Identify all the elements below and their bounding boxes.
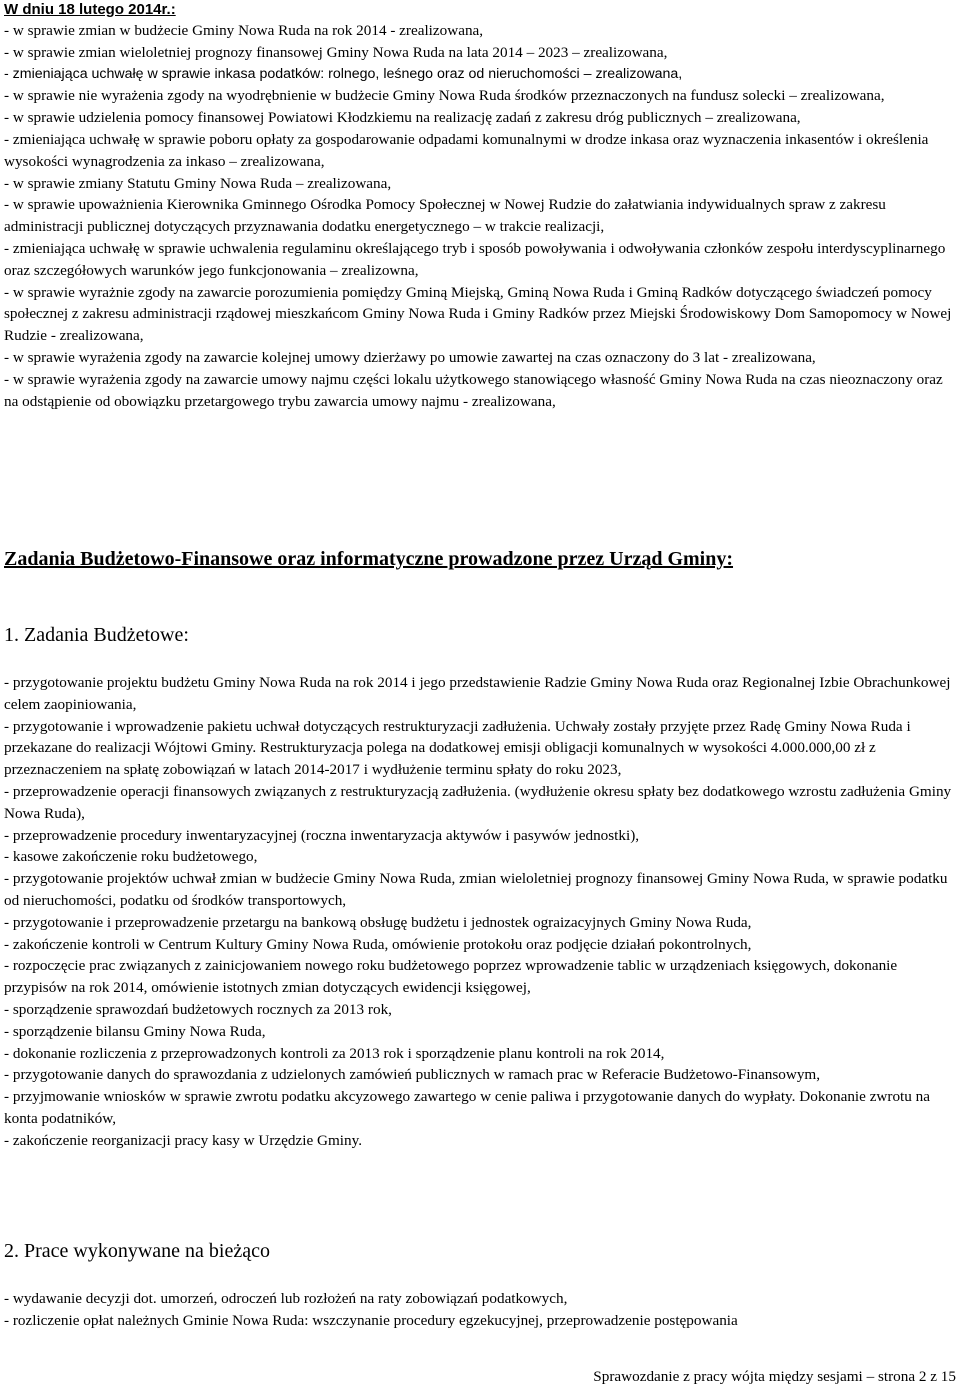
budget-tasks-list [4,672,956,1152]
page-footer: Sprawozdanie z pracy wójta między sesjami – strona 2 z 15 [593,1368,956,1385]
resolution-item: - w sprawie udzielenia pomocy finansowej Powiatowi Kłodzkiemu na realizację zadań z zakresu dróg publicznych – zrealizowana, [4,109,801,127]
ongoing-work-list [4,1288,956,1332]
resolution-item: - zmieniająca uchwałę w sprawie poboru opłaty za gospodarowanie odpadami komunalnymi w drodze inkasa oraz wyznaczenia inkasentów i określenia wysokości wynagrodzenia za inkaso – zrealizowana, [4,130,929,170]
resolution-item: - zmieniająca uchwałę w sprawie inkasa podatków: rolnego, leśnego oraz od nieruchomości – zrealizowana, [4,65,683,82]
budget-task-item: - przeprowadzenie operacji finansowych związanych z restrukturyzacją zadłużenia. (wydłużenie okresu spłaty bez dodatkowego wzrostu zadłużenia Gminy Nowa Ruda), [4,782,952,822]
budget-task-item: - przygotowanie projektu budżetu Gminy Nowa Ruda na rok 2014 i jego przedstawienie Radzie Gminy Nowa Ruda oraz Regionalnej Izbie Obrachunkowej celem zaopiniowania, [4,674,951,713]
budget-task-item: - przygotowanie danych do sprawozdania z udzielonych zamówień publicznych w ramach prac w Referacie Budżetowo-Finansowym, [4,1066,821,1084]
budget-task-item: - zakończenie reorganizacji pracy kasy w Urzędzie Gminy. [4,1131,362,1149]
resolution-item: - w sprawie wyrażnie zgody na zawarcie porozumienia pomiędzy Gminą Miejską, Gminą Nowa Ruda i Gminą Radków dotyczącego świadczeń pomocy społecznej z zakresu administracji rządowej mieszkańcom Gminy Nowa Ruda i Gminy Radków przez Miejski Środowiskowy Dom Samopomocy w Nowej Rudzie - zrealizowana, [4,283,952,345]
budget-task-item: - przygotowanie i przeprowadzenie przetargu na bankową obsługę budżetu i jednostek ograizacyjnych Gminy Nowa Ruda, [4,913,752,931]
budget-tasks-heading: 1. Zadania Budżetowe: [4,624,189,646]
ongoing-work-item: - wydawanie decyzji dot. umorzeń, odroczeń lub rozłożeń na raty zobowiązań podatkowych, [4,1290,568,1307]
session-date-heading: W dniu 18 lutego 2014r.: [4,1,176,18]
resolution-item: - w sprawie zmiany Statutu Gminy Nowa Ruda – zrealizowana, [4,174,392,192]
budget-task-item: - rozpoczęcie prac związanych z zainicjowaniem nowego roku budżetowego poprzez wprowadzenie tablic w urządzeniach księgowych, dokonanie przypisów na rok 2014, omówienie istotnych zmian dotyczących ewidencji księgowej, [4,957,898,997]
budget-task-item: - dokonanie rozliczenia z przeprowadzonych kontroli za 2013 rok i sporządzenie planu kontroli na rok 2014, [4,1044,665,1062]
resolution-item: - w sprawie zmian w budżecie Gminy Nowa Ruda na rok 2014 - zrealizowana, [4,22,484,39]
budget-task-item: - przygotowanie projektów uchwał zmian w budżecie Gminy Nowa Ruda, zmian wieloletniej prognozy finansowej Gminy Nowa Ruda, w sprawie podatku od nieruchomości, podatku od środków transportowych, [4,870,948,909]
ongoing-work-item: - rozliczenie opłat należnych Gminie Nowa Ruda: wszczynanie procedury egzekucyjnej, przeprowadzenie postępowania [4,1311,738,1329]
section-heading: Zadania Budżetowo-Finansowe oraz informatyczne prowadzone przez Urząd Gminy: [4,548,734,570]
budget-task-item: - sporządzenie bilansu Gminy Nowa Ruda, [4,1022,266,1040]
budget-task-item: - przygotowanie i wprowadzenie pakietu uchwał dotyczących restrukturyzacji zadłużenia. Uchwały zostały przyjęte przez Radę Gminy Nowa Ruda i przekazane do realizacji Wójtowi Gminy. Restrukturyzacja polega na dodatkowej emisji obligacji komunalnych w wysokości 4.000.000,00 zł z przeznaczeniem na spłatę zobowiązań w latach 2014-2017 i wydłużenie terminu spłaty do roku 2023, [4,717,911,779]
budget-task-item: - zakończenie kontroli w Centrum Kultury Gminy Nowa Ruda, omówienie protokołu oraz podjęcie działań pokontrolnych, [4,935,752,953]
resolution-item: - w sprawie zmian wieloletniej prognozy finansowej Gminy Nowa Ruda na lata 2014 – 2023 – zrealizowana, [4,43,668,61]
budget-task-item: - kasowe zakończenie roku budżetowego, [4,848,258,866]
budget-task-item: - przyjmowanie wniosków w sprawie zwrotu podatku akcyzowego zawartego w cenie paliwa i przygotowanie danych do wypłaty. Dokonanie zwrotu na konta podatników, [4,1088,930,1127]
resolution-item: - zmieniająca uchwałę w sprawie uchwalenia regulaminu określającego tryb i sposób powoływania i odwoływania członków zespołu interdyscyplinarnego oraz szczegółowych warunków jego funkcjonowania – zrealizowna, [4,239,946,279]
resolution-item: - w sprawie nie wyrażenia zgody na wyodrębnienie w budżecie Gminy Nowa Ruda środków przeznaczonych na fundusz solecki – zrealizowana, [4,87,885,105]
resolution-item: - w sprawie upoważnienia Kierownika Gminnego Ośrodka Pomocy Społecznej w Nowej Rudzie do załatwiania indywidualnych spraw z zakresu administracji publicznej dotyczących przyznawania dodatku energetycznego – w trakcie realizacji, [4,196,886,236]
resolution-item: - w sprawie wyrażenia zgody na zawarcie umowy najmu części lokalu użytkowego stanowiącego własność Gminy Nowa Ruda na czas nieoznaczony oraz na odstąpienie od obowiązku przetargowego trybu zawarcia umowy najmu - zrealizowana, [4,370,943,410]
budget-task-item: - sporządzenie sprawozdań budżetowych rocznych za 2013 rok, [4,1000,392,1018]
resolution-item: - w sprawie wyrażenia zgody na zawarcie kolejnej umowy dzierżawy po umowie zawartej na czas oznaczony do 3 lat - zrealizowana, [4,348,816,366]
ongoing-work-heading: 2. Prace wykonywane na bieżąco [4,1240,270,1262]
session-resolutions [4,0,956,412]
budget-task-item: - przeprowadzenie procedury inwentaryzacyjnej (roczna inwentaryzacja aktywów i pasywów jednostki), [4,826,640,844]
